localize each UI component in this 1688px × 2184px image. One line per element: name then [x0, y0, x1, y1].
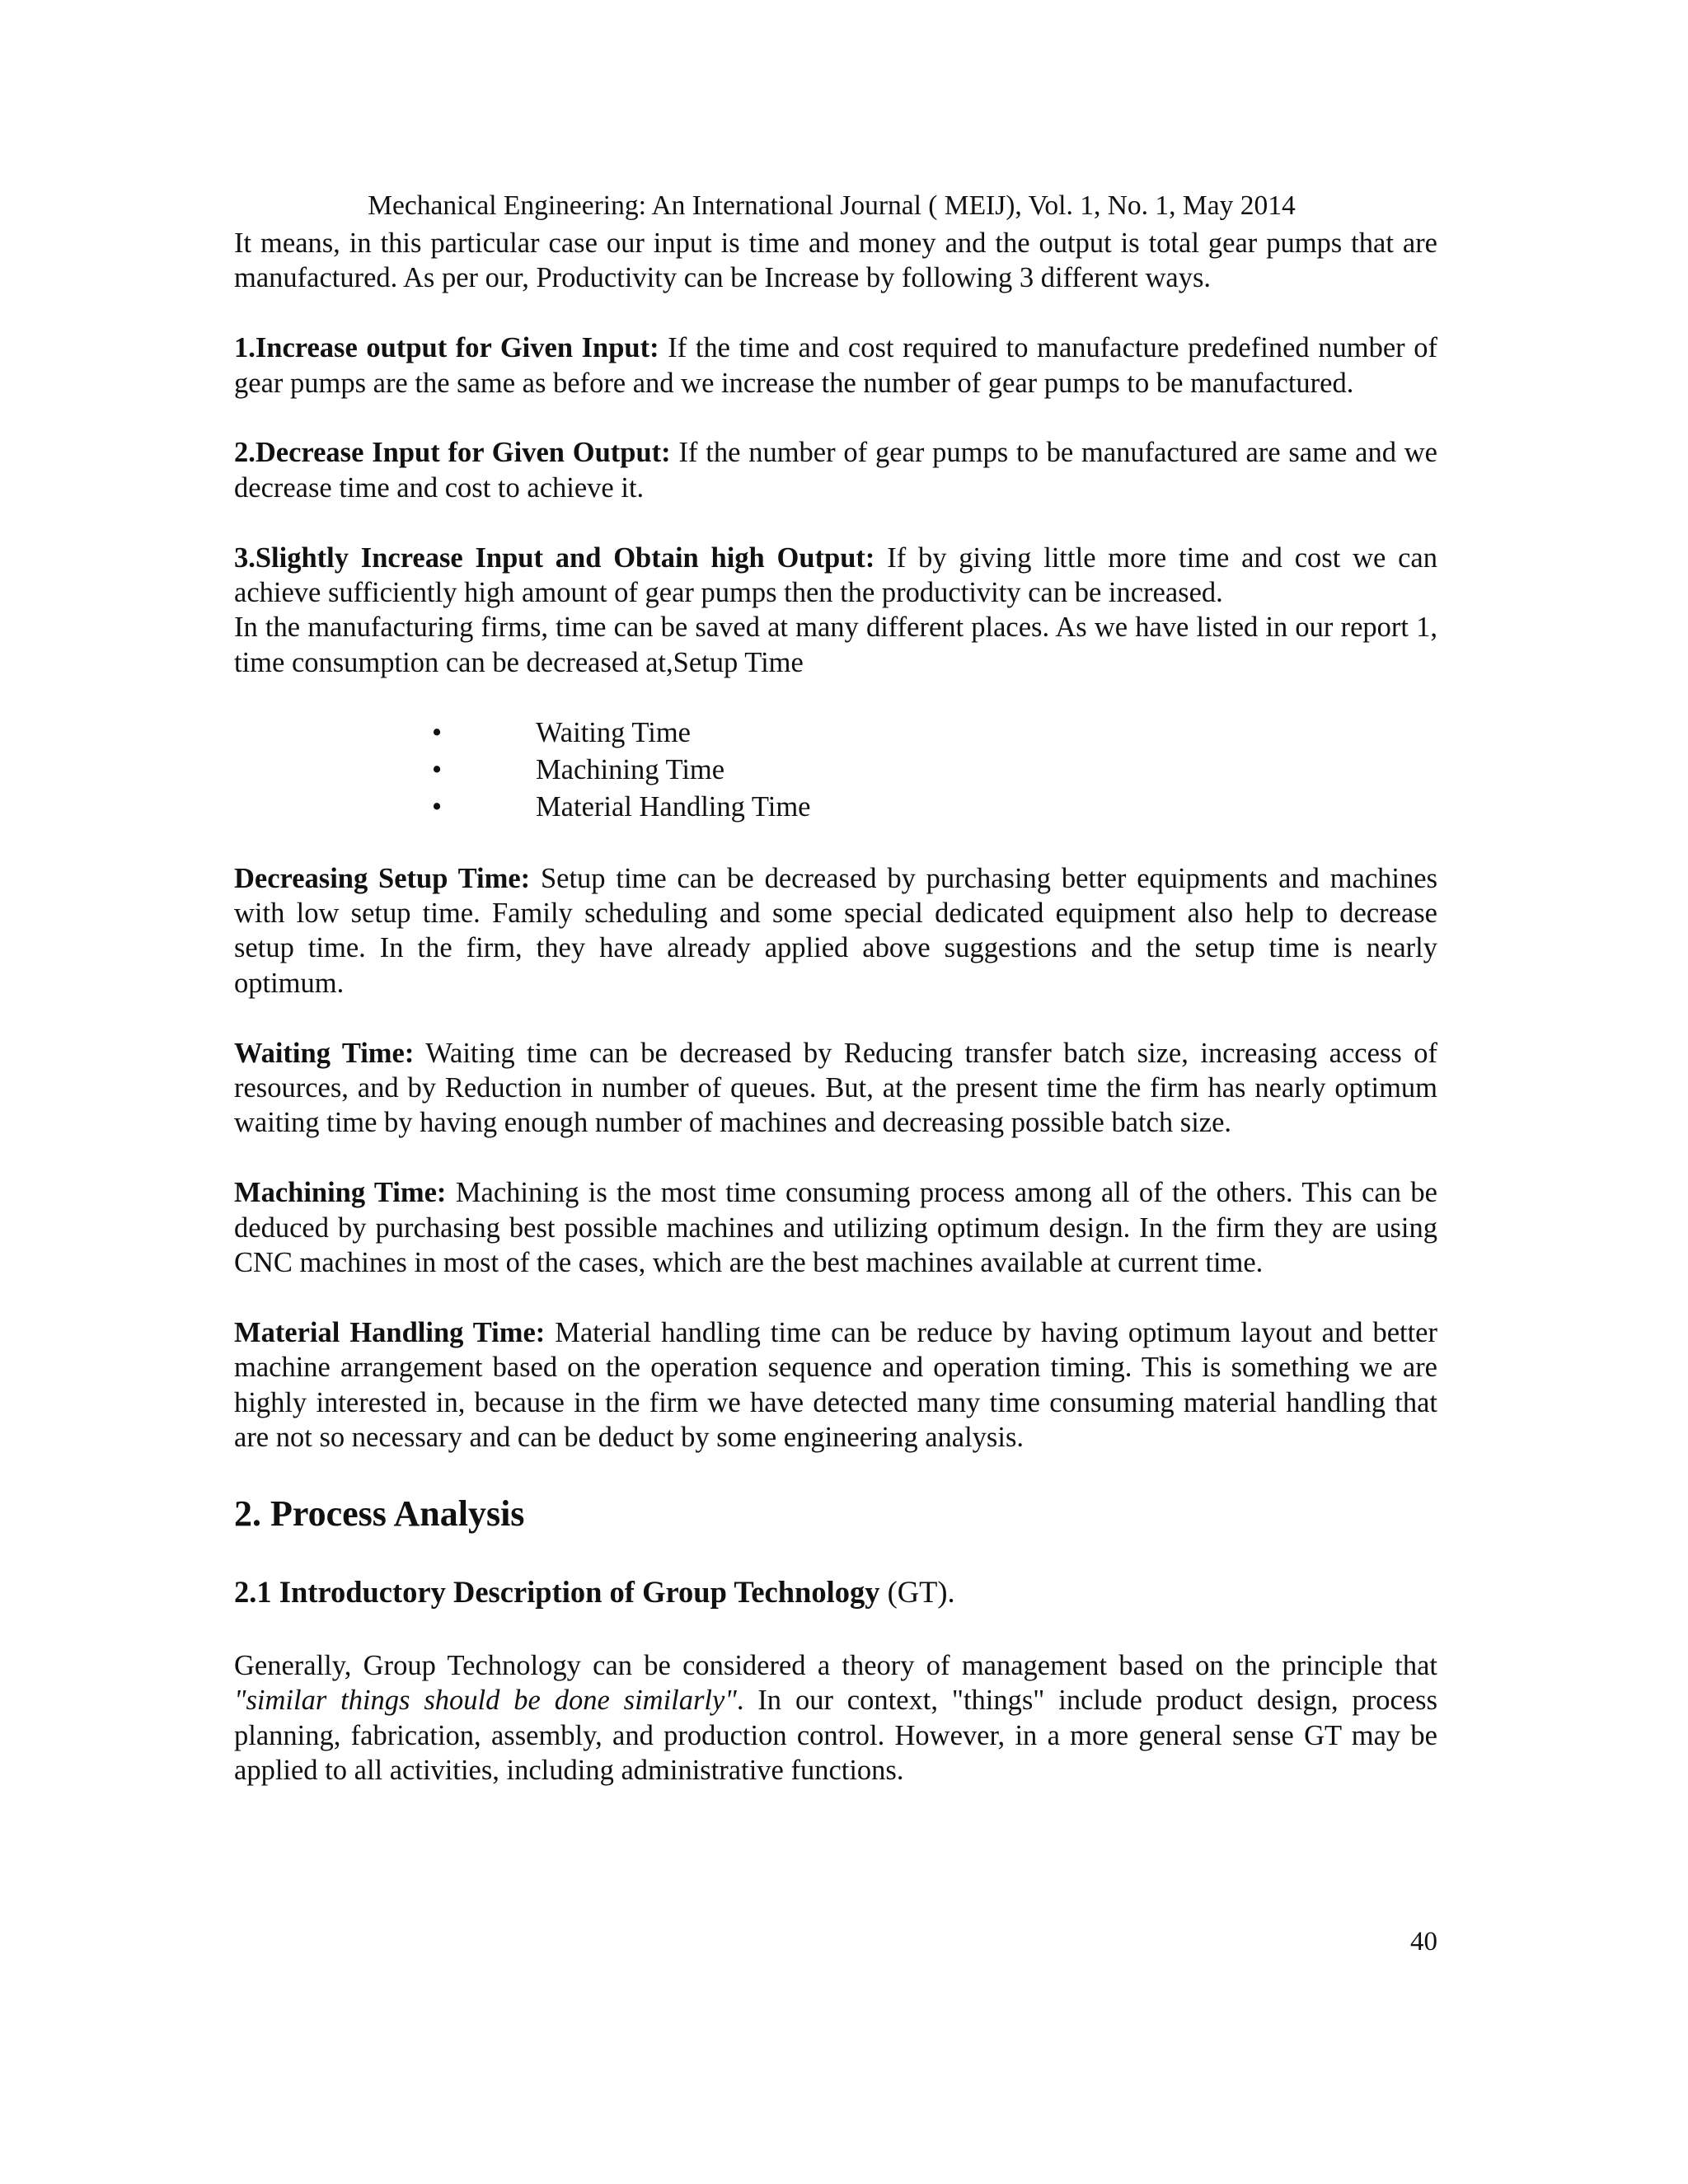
- material-paragraph: [234, 1315, 1437, 1455]
- list-item: [234, 715, 1437, 752]
- way1-title: 1.Increase output for Given Input:: [234, 332, 659, 364]
- firms-paragraph: In the manufacturing firms, time can be saved at many different places. As we have listed in our report 1, time consumption can be decreased at,Setup Time: [234, 612, 1437, 678]
- bullet-text: Waiting Time: [536, 717, 691, 749]
- way3-title: 3.Slightly Increase Input and Obtain high Output:: [234, 541, 875, 574]
- time-bullet-list: [234, 715, 1437, 826]
- gt-after: . In our context, "things" include product design, process planning, fabrication, assembly, and production control. However, in a more general sense GT may be applied to all activities, including administrative functions.: [234, 1685, 1437, 1787]
- page-number: 40: [1410, 1927, 1437, 1957]
- setup-title: Decreasing Setup Time:: [234, 862, 531, 894]
- section-heading: 2. Process Analysis: [234, 1493, 525, 1535]
- way2-text: If the number of gear pumps to be manufactured are same and we decrease time and cost to achieve it.: [234, 437, 1437, 504]
- intro-paragraph: It means, in this particular case our input is time and money and the output is total gear pumps that are manufactured. As per our, Productivity can be Increase by following 3 different ways.: [234, 227, 1437, 294]
- machining-text: Machining is the most time consuming process among all of the others. This can be deduced by purchasing best possible machines and utilizing optimum design. In the firm they are using CNC machines in most of the cases, which are the best machines available at current time.: [234, 1177, 1437, 1279]
- gt-quote: "similar things should be done similarly": [234, 1685, 737, 1717]
- list-item: [234, 752, 1437, 789]
- machining-paragraph: [234, 1175, 1437, 1280]
- way2-paragraph: [234, 435, 1437, 505]
- waiting-title: Waiting Time:: [234, 1037, 415, 1069]
- way3-paragraph: [234, 541, 1437, 611]
- subsection-heading: [234, 1572, 1437, 1613]
- way1-text: If the time and cost required to manufacture predefined number of gear pumps are the same as before and we increase the number of gear pumps to be manufactured.: [234, 332, 1437, 399]
- material-title: Material Handling Time:: [234, 1316, 546, 1348]
- bullet-text: Machining Time: [536, 754, 725, 786]
- gt-paragraph: [234, 1648, 1437, 1788]
- waiting-paragraph: [234, 1036, 1437, 1141]
- machining-title: Machining Time:: [234, 1177, 447, 1209]
- bullet-icon: •: [432, 754, 443, 786]
- way1-paragraph: [234, 330, 1437, 401]
- bullet-icon: •: [432, 791, 443, 823]
- way3-text: If by giving little more time and cost we can achieve sufficiently high amount of gear pumps then the productivity can be increased.: [234, 541, 1437, 609]
- setup-paragraph: [234, 861, 1437, 1001]
- bullet-icon: •: [432, 717, 443, 749]
- material-text: Material handling time can be reduce by having optimum layout and better machine arrangement based on the operation sequence and operation timing. This is something we are highly interested in, because in the firm we have detected many time consuming material handling that are not so necessary and can be deduct by some engineering analysis.: [234, 1316, 1437, 1454]
- setup-text: Setup time can be decreased by purchasing better equipments and machines with low setup time. Family scheduling and some special dedicated equipment also help to decrease setup time. In the firm, they have already applied above suggestions and the setup time is nearly optimum.: [234, 862, 1438, 999]
- bullet-text: Material Handling Time: [536, 791, 811, 823]
- running-head: Mechanical Engineering: An International Journal ( MEIJ), Vol. 1, No. 1, May 2014: [368, 190, 1296, 221]
- gt-before: Generally, Group Technology can be considered a theory of management based on the principle that: [234, 1649, 1437, 1681]
- way2-title: 2.Decrease Input for Given Output:: [234, 437, 671, 469]
- list-item: [234, 789, 1437, 826]
- page-content: [234, 188, 1437, 1788]
- subsection-tail: (GT).: [879, 1575, 955, 1610]
- subsection-title: 2.1 Introductory Description of Group Technology: [234, 1575, 880, 1610]
- waiting-text: Waiting time can be decreased by Reducing transfer batch size, increasing access of resources, and by Reduction in number of queues. But, at the present time the firm has nearly optimum waiting time by having enough number of machines and decreasing possible batch size.: [234, 1037, 1437, 1139]
